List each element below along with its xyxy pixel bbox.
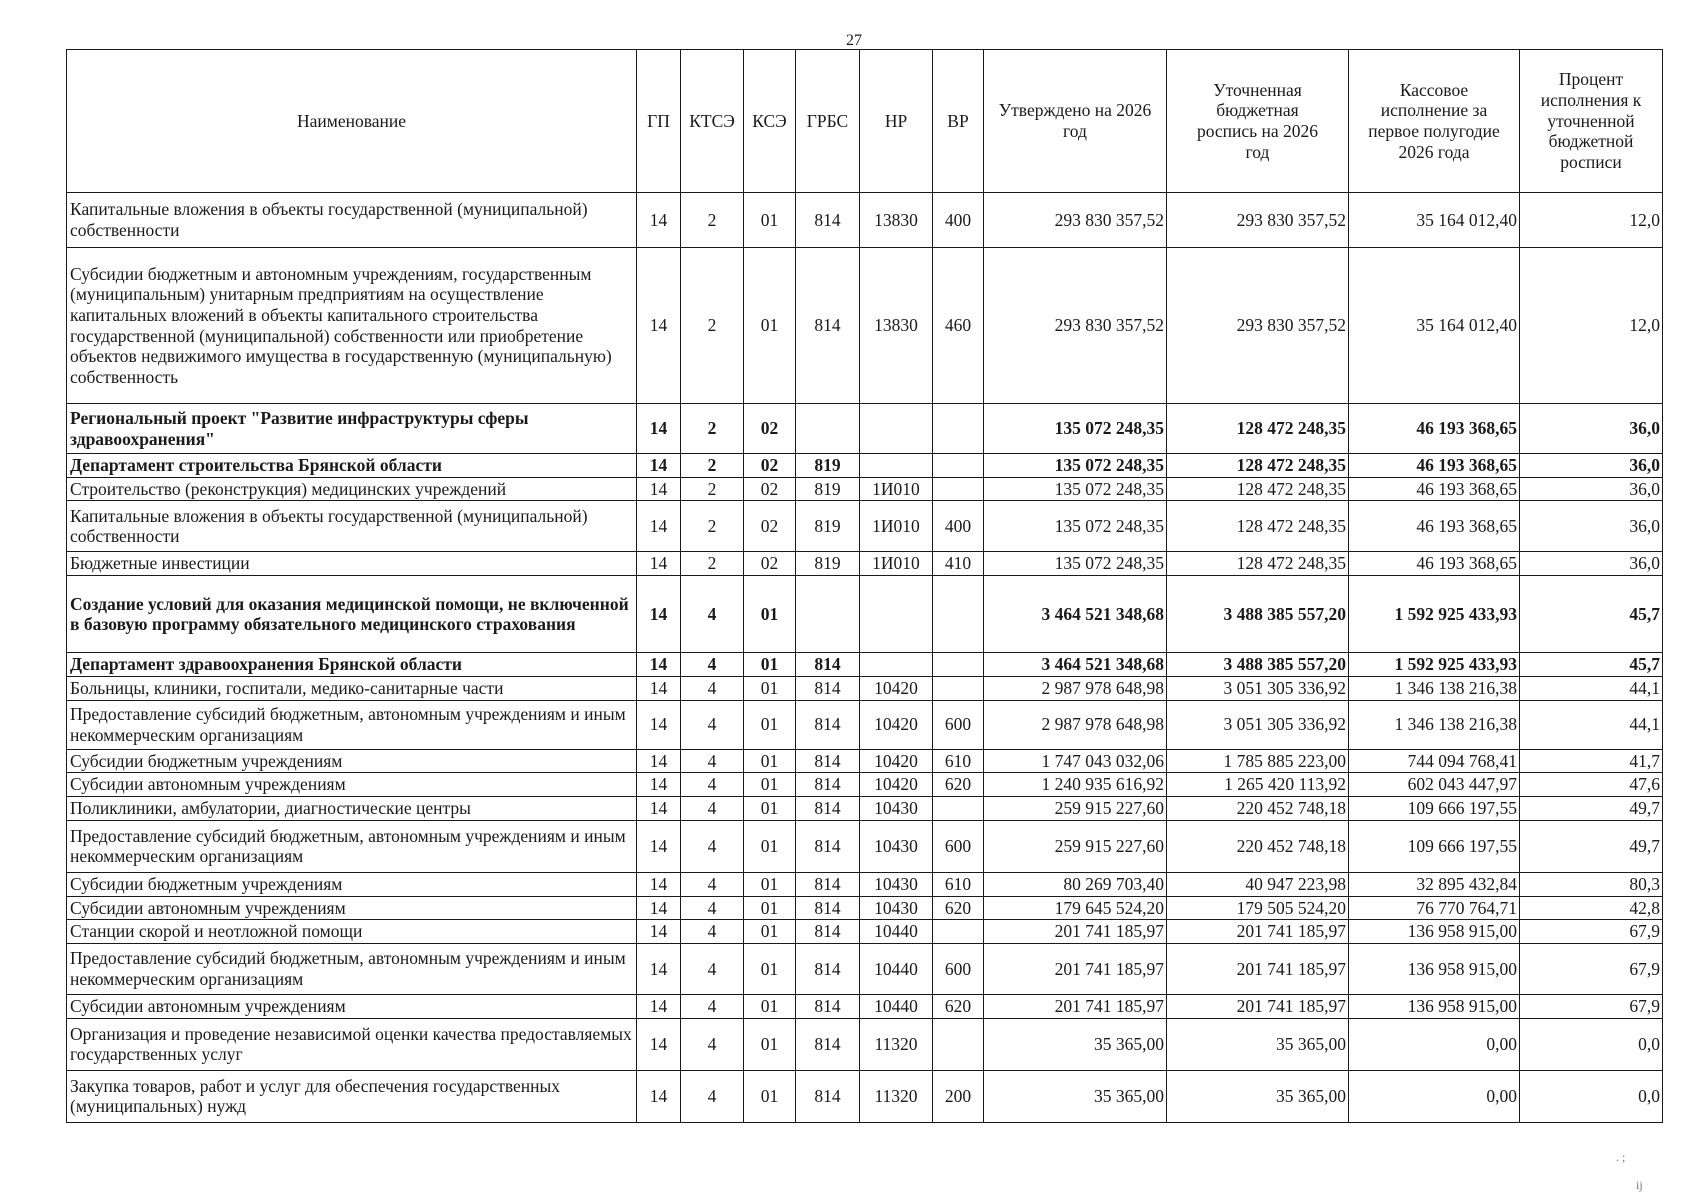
cell-approved: 35 365,00: [984, 1018, 1167, 1070]
cell-percent: 44,1: [1520, 700, 1663, 749]
cell-percent: 12,0: [1520, 193, 1663, 248]
cell-approved: 201 741 185,97: [984, 995, 1167, 1019]
header-vr: ВР: [933, 50, 984, 193]
cell-gp: 14: [637, 995, 681, 1019]
cell-cash: 1 346 138 216,38: [1349, 676, 1520, 700]
table-row: [67, 576, 1663, 653]
cell-grbs: 819: [796, 454, 860, 478]
cell-gp: 14: [637, 796, 681, 820]
cell-kse: 01: [744, 1070, 796, 1122]
cell-vr: [933, 454, 984, 478]
cell-grbs: 814: [796, 700, 860, 749]
table-row: [67, 944, 1663, 995]
cell-cash: 46 193 368,65: [1349, 454, 1520, 478]
cell-grbs: 814: [796, 896, 860, 920]
cell-gp: 14: [637, 552, 681, 576]
header-kse: КСЭ: [744, 50, 796, 193]
cell-kse: 01: [744, 676, 796, 700]
cell-vr: 620: [933, 896, 984, 920]
cell-approved: 259 915 227,60: [984, 820, 1167, 872]
cell-refined: 1 785 885 223,00: [1167, 749, 1349, 773]
cell-ktse: 4: [681, 576, 744, 653]
cell-refined: 128 472 248,35: [1167, 477, 1349, 501]
header-percent: Процент исполнения к уточненной бюджетной росписи: [1520, 50, 1663, 193]
cell-ktse: 4: [681, 773, 744, 797]
cell-vr: 610: [933, 872, 984, 896]
header-grbs: ГРБС: [796, 50, 860, 193]
cell-nr: 13830: [860, 193, 933, 248]
cell-ktse: 2: [681, 501, 744, 552]
cell-cash: 46 193 368,65: [1349, 404, 1520, 454]
cell-refined: 201 741 185,97: [1167, 920, 1349, 944]
cell-kse: 01: [744, 796, 796, 820]
cell-ktse: 4: [681, 676, 744, 700]
cell-kse: 01: [744, 576, 796, 653]
cell-gp: 14: [637, 749, 681, 773]
cell-vr: 400: [933, 501, 984, 552]
header-nr: НР: [860, 50, 933, 193]
cell-percent: 45,7: [1520, 576, 1663, 653]
cell-percent: 36,0: [1520, 501, 1663, 552]
cell-grbs: [796, 576, 860, 653]
cell-percent: 67,9: [1520, 995, 1663, 1019]
table-row: [67, 454, 1663, 478]
cell-gp: 14: [637, 872, 681, 896]
scan-mark: . ;: [1616, 1150, 1626, 1164]
cell-vr: [933, 676, 984, 700]
cell-percent: 49,7: [1520, 820, 1663, 872]
cell-cash: 35 164 012,40: [1349, 248, 1520, 404]
cell-approved: 135 072 248,35: [984, 404, 1167, 454]
cell-percent: 36,0: [1520, 454, 1663, 478]
cell-cash: 46 193 368,65: [1349, 552, 1520, 576]
cell-grbs: [796, 404, 860, 454]
cell-nr: 10440: [860, 920, 933, 944]
cell-ktse: 2: [681, 454, 744, 478]
cell-kse: 01: [744, 820, 796, 872]
cell-percent: 44,1: [1520, 676, 1663, 700]
row-name: Больницы, клиники, госпитали, медико-санитарные части: [67, 676, 637, 700]
cell-cash: 744 094 768,41: [1349, 749, 1520, 773]
table-row: [67, 995, 1663, 1019]
cell-refined: 1 265 420 113,92: [1167, 773, 1349, 797]
cell-refined: 220 452 748,18: [1167, 796, 1349, 820]
table-row: [67, 749, 1663, 773]
cell-grbs: 814: [796, 248, 860, 404]
cell-vr: 610: [933, 749, 984, 773]
cell-nr: 10440: [860, 944, 933, 995]
cell-percent: 47,6: [1520, 773, 1663, 797]
cell-refined: 128 472 248,35: [1167, 404, 1349, 454]
cell-approved: 80 269 703,40: [984, 872, 1167, 896]
cell-vr: 400: [933, 193, 984, 248]
cell-refined: 293 830 357,52: [1167, 248, 1349, 404]
row-name: Субсидии бюджетным учреждениям: [67, 749, 637, 773]
cell-percent: 80,3: [1520, 872, 1663, 896]
cell-cash: 1 592 925 433,93: [1349, 653, 1520, 677]
row-name: Капитальные вложения в объекты государственной (муниципальной) собственности: [67, 193, 637, 248]
header-ktse: КТСЭ: [681, 50, 744, 193]
cell-refined: 201 741 185,97: [1167, 944, 1349, 995]
table-row: [67, 820, 1663, 872]
cell-approved: 1 747 043 032,06: [984, 749, 1167, 773]
table-row: [67, 552, 1663, 576]
row-name: Субсидии автономным учреждениям: [67, 896, 637, 920]
cell-ktse: 2: [681, 193, 744, 248]
cell-vr: 620: [933, 995, 984, 1019]
row-name: Субсидии автономным учреждениям: [67, 995, 637, 1019]
cell-kse: 01: [744, 896, 796, 920]
row-name: Строительство (реконструкция) медицинских учреждений: [67, 477, 637, 501]
cell-nr: 10420: [860, 749, 933, 773]
cell-vr: 600: [933, 700, 984, 749]
cell-nr: 1И010: [860, 552, 933, 576]
cell-nr: 10430: [860, 796, 933, 820]
cell-cash: 32 895 432,84: [1349, 872, 1520, 896]
table-row: [67, 193, 1663, 248]
cell-kse: 01: [744, 653, 796, 677]
cell-nr: 10420: [860, 773, 933, 797]
header-approved: Утверждено на 2026 год: [984, 50, 1167, 193]
header-gp: ГП: [637, 50, 681, 193]
cell-vr: [933, 920, 984, 944]
cell-vr: [933, 1018, 984, 1070]
cell-grbs: 814: [796, 193, 860, 248]
cell-ktse: 2: [681, 477, 744, 501]
cell-kse: 01: [744, 872, 796, 896]
table-body: [67, 193, 1663, 1123]
cell-ktse: 4: [681, 749, 744, 773]
cell-nr: 10420: [860, 676, 933, 700]
cell-nr: 10440: [860, 995, 933, 1019]
cell-approved: 293 830 357,52: [984, 193, 1167, 248]
cell-nr: 10430: [860, 820, 933, 872]
cell-grbs: 814: [796, 820, 860, 872]
cell-approved: 3 464 521 348,68: [984, 653, 1167, 677]
cell-cash: 76 770 764,71: [1349, 896, 1520, 920]
cell-gp: 14: [637, 501, 681, 552]
cell-refined: 3 051 305 336,92: [1167, 676, 1349, 700]
cell-gp: 14: [637, 944, 681, 995]
cell-nr: 11320: [860, 1070, 933, 1122]
table-row: [67, 872, 1663, 896]
cell-cash: 109 666 197,55: [1349, 796, 1520, 820]
row-name: Предоставление субсидий бюджетным, автономным учреждениям и иным некоммерческим организациям: [67, 944, 637, 995]
cell-grbs: 814: [796, 995, 860, 1019]
cell-nr: [860, 576, 933, 653]
cell-vr: 460: [933, 248, 984, 404]
cell-cash: 602 043 447,97: [1349, 773, 1520, 797]
cell-kse: 01: [744, 700, 796, 749]
cell-kse: 02: [744, 477, 796, 501]
cell-refined: 128 472 248,35: [1167, 501, 1349, 552]
cell-refined: 40 947 223,98: [1167, 872, 1349, 896]
table-row: [67, 248, 1663, 404]
cell-refined: 179 505 524,20: [1167, 896, 1349, 920]
scan-mark: ij: [1636, 1178, 1643, 1192]
table-row: [67, 477, 1663, 501]
table-row: [67, 404, 1663, 454]
cell-cash: 109 666 197,55: [1349, 820, 1520, 872]
row-name: Региональный проект "Развитие инфраструктуры сферы здравоохранения": [67, 404, 637, 454]
row-name: Станции скорой и неотложной помощи: [67, 920, 637, 944]
cell-grbs: 814: [796, 653, 860, 677]
row-name: Департамент строительства Брянской области: [67, 454, 637, 478]
cell-vr: [933, 653, 984, 677]
cell-kse: 01: [744, 920, 796, 944]
cell-ktse: 2: [681, 552, 744, 576]
cell-ktse: 4: [681, 820, 744, 872]
cell-nr: 10430: [860, 896, 933, 920]
cell-cash: 35 164 012,40: [1349, 193, 1520, 248]
cell-refined: 3 488 385 557,20: [1167, 576, 1349, 653]
cell-gp: 14: [637, 676, 681, 700]
cell-approved: 259 915 227,60: [984, 796, 1167, 820]
cell-percent: 0,0: [1520, 1018, 1663, 1070]
cell-nr: 1И010: [860, 501, 933, 552]
cell-ktse: 4: [681, 896, 744, 920]
table-header-row: [67, 50, 1663, 193]
cell-ktse: 4: [681, 1018, 744, 1070]
cell-cash: 0,00: [1349, 1018, 1520, 1070]
cell-gp: 14: [637, 820, 681, 872]
cell-percent: 49,7: [1520, 796, 1663, 820]
cell-grbs: 814: [796, 773, 860, 797]
header-refined: Уточненная бюджетная роспись на 2026 год: [1167, 50, 1349, 193]
cell-grbs: 814: [796, 749, 860, 773]
cell-approved: 135 072 248,35: [984, 501, 1167, 552]
cell-gp: 14: [637, 920, 681, 944]
cell-grbs: 814: [796, 1018, 860, 1070]
cell-vr: [933, 796, 984, 820]
cell-nr: [860, 454, 933, 478]
table-row: [67, 796, 1663, 820]
header-name: Наименование: [67, 50, 637, 193]
cell-ktse: 4: [681, 872, 744, 896]
cell-vr: 620: [933, 773, 984, 797]
cell-gp: 14: [637, 773, 681, 797]
cell-approved: 2 987 978 648,98: [984, 676, 1167, 700]
cell-vr: [933, 404, 984, 454]
cell-refined: 128 472 248,35: [1167, 552, 1349, 576]
cell-percent: 12,0: [1520, 248, 1663, 404]
cell-nr: 10430: [860, 872, 933, 896]
cell-ktse: 4: [681, 920, 744, 944]
cell-grbs: 814: [796, 920, 860, 944]
table-row: [67, 1018, 1663, 1070]
cell-vr: 600: [933, 820, 984, 872]
cell-gp: 14: [637, 576, 681, 653]
cell-percent: 36,0: [1520, 552, 1663, 576]
cell-kse: 01: [744, 193, 796, 248]
cell-gp: 14: [637, 404, 681, 454]
cell-vr: 600: [933, 944, 984, 995]
cell-ktse: 4: [681, 700, 744, 749]
cell-cash: 1 346 138 216,38: [1349, 700, 1520, 749]
table-row: [67, 920, 1663, 944]
cell-percent: 36,0: [1520, 477, 1663, 501]
cell-gp: 14: [637, 248, 681, 404]
cell-ktse: 4: [681, 653, 744, 677]
cell-approved: 3 464 521 348,68: [984, 576, 1167, 653]
cell-grbs: 819: [796, 552, 860, 576]
cell-percent: 41,7: [1520, 749, 1663, 773]
cell-kse: 01: [744, 749, 796, 773]
cell-kse: 01: [744, 773, 796, 797]
cell-gp: 14: [637, 193, 681, 248]
cell-approved: 293 830 357,52: [984, 248, 1167, 404]
table-row: [67, 700, 1663, 749]
cell-kse: 02: [744, 404, 796, 454]
row-name: Закупка товаров, работ и услуг для обеспечения государственных (муниципальных) нужд: [67, 1070, 637, 1122]
cell-gp: 14: [637, 477, 681, 501]
cell-percent: 45,7: [1520, 653, 1663, 677]
cell-vr: [933, 477, 984, 501]
cell-cash: 46 193 368,65: [1349, 501, 1520, 552]
cell-kse: 01: [744, 1018, 796, 1070]
cell-cash: 136 958 915,00: [1349, 995, 1520, 1019]
row-name: Предоставление субсидий бюджетным, автономным учреждениям и иным некоммерческим организациям: [67, 700, 637, 749]
cell-kse: 01: [744, 995, 796, 1019]
cell-kse: 01: [744, 248, 796, 404]
cell-refined: 293 830 357,52: [1167, 193, 1349, 248]
cell-gp: 14: [637, 1018, 681, 1070]
page-number: 27: [846, 32, 862, 49]
table-row: [67, 501, 1663, 552]
row-name: Организация и проведение независимой оценки качества предоставляемых государственных услуг: [67, 1018, 637, 1070]
table-row: [67, 1070, 1663, 1122]
table-row: [67, 653, 1663, 677]
cell-vr: 200: [933, 1070, 984, 1122]
cell-ktse: 4: [681, 1070, 744, 1122]
cell-cash: 136 958 915,00: [1349, 944, 1520, 995]
cell-cash: 136 958 915,00: [1349, 920, 1520, 944]
cell-grbs: 814: [796, 944, 860, 995]
cell-refined: 35 365,00: [1167, 1070, 1349, 1122]
cell-gp: 14: [637, 1070, 681, 1122]
cell-approved: 201 741 185,97: [984, 920, 1167, 944]
cell-grbs: 819: [796, 477, 860, 501]
row-name: Создание условий для оказания медицинской помощи, не включенной в базовую программу обязательного медицинского страхования: [67, 576, 637, 653]
row-name: Капитальные вложения в объекты государственной (муниципальной) собственности: [67, 501, 637, 552]
cell-approved: 1 240 935 616,92: [984, 773, 1167, 797]
cell-percent: 42,8: [1520, 896, 1663, 920]
cell-grbs: 814: [796, 796, 860, 820]
cell-ktse: 4: [681, 796, 744, 820]
cell-percent: 0,0: [1520, 1070, 1663, 1122]
cell-grbs: 819: [796, 501, 860, 552]
row-name: Департамент здравоохранения Брянской области: [67, 653, 637, 677]
budget-execution-table: [66, 49, 1663, 1123]
cell-gp: 14: [637, 896, 681, 920]
cell-ktse: 4: [681, 944, 744, 995]
cell-nr: [860, 404, 933, 454]
cell-approved: 35 365,00: [984, 1070, 1167, 1122]
cell-refined: 3 488 385 557,20: [1167, 653, 1349, 677]
cell-kse: 02: [744, 501, 796, 552]
cell-percent: 67,9: [1520, 944, 1663, 995]
cell-gp: 14: [637, 700, 681, 749]
cell-nr: 1И010: [860, 477, 933, 501]
cell-ktse: 4: [681, 995, 744, 1019]
cell-kse: 02: [744, 454, 796, 478]
row-name: Предоставление субсидий бюджетным, автономным учреждениям и иным некоммерческим организациям: [67, 820, 637, 872]
cell-ktse: 2: [681, 248, 744, 404]
row-name: Поликлиники, амбулатории, диагностические центры: [67, 796, 637, 820]
cell-gp: 14: [637, 454, 681, 478]
cell-refined: 35 365,00: [1167, 1018, 1349, 1070]
cell-refined: 220 452 748,18: [1167, 820, 1349, 872]
cell-nr: 13830: [860, 248, 933, 404]
cell-approved: 2 987 978 648,98: [984, 700, 1167, 749]
cell-nr: 11320: [860, 1018, 933, 1070]
cell-ktse: 2: [681, 404, 744, 454]
header-cash: Кассовое исполнение за первое полугодие 2026 года: [1349, 50, 1520, 193]
row-name: Бюджетные инвестиции: [67, 552, 637, 576]
cell-cash: 1 592 925 433,93: [1349, 576, 1520, 653]
cell-cash: 0,00: [1349, 1070, 1520, 1122]
table-row: [67, 676, 1663, 700]
cell-kse: 01: [744, 944, 796, 995]
cell-vr: [933, 576, 984, 653]
cell-percent: 36,0: [1520, 404, 1663, 454]
table-row: [67, 773, 1663, 797]
cell-approved: 135 072 248,35: [984, 454, 1167, 478]
cell-refined: 128 472 248,35: [1167, 454, 1349, 478]
cell-vr: 410: [933, 552, 984, 576]
cell-nr: 10420: [860, 700, 933, 749]
row-name: Субсидии бюджетным учреждениям: [67, 872, 637, 896]
cell-approved: 135 072 248,35: [984, 552, 1167, 576]
row-name: Субсидии автономным учреждениям: [67, 773, 637, 797]
cell-grbs: 814: [796, 872, 860, 896]
row-name: Субсидии бюджетным и автономным учреждениям, государственным (муниципальным) унитарным предприятиям на осуществление капитальных вложений в объекты капитального строительства государственной (муниципальной) собственности или приобретение объектов недвижимого имущества в государственную (муниципальную) собственность: [67, 248, 637, 404]
cell-approved: 201 741 185,97: [984, 944, 1167, 995]
cell-gp: 14: [637, 653, 681, 677]
cell-approved: 179 645 524,20: [984, 896, 1167, 920]
cell-kse: 02: [744, 552, 796, 576]
cell-refined: 201 741 185,97: [1167, 995, 1349, 1019]
cell-grbs: 814: [796, 676, 860, 700]
cell-approved: 135 072 248,35: [984, 477, 1167, 501]
cell-cash: 46 193 368,65: [1349, 477, 1520, 501]
table-row: [67, 896, 1663, 920]
cell-grbs: 814: [796, 1070, 860, 1122]
cell-refined: 3 051 305 336,92: [1167, 700, 1349, 749]
cell-percent: 67,9: [1520, 920, 1663, 944]
cell-nr: [860, 653, 933, 677]
